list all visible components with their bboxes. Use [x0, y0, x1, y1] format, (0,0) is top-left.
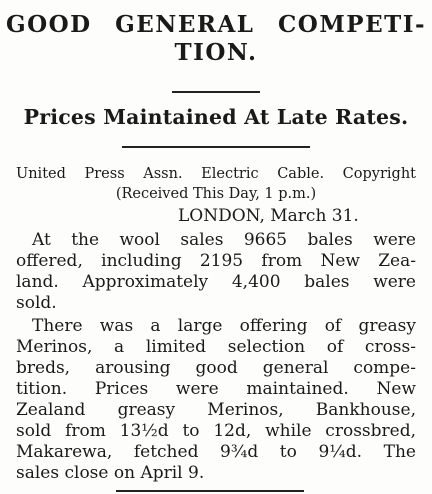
- body-line: breds, arousing good general compe-: [16, 358, 416, 378]
- subheadline: Prices Maintained At Late Rates.: [23, 105, 409, 129]
- dateline: LONDON, March 31.: [178, 206, 359, 226]
- body-line: Merinos, a limited selection of cross-: [16, 337, 416, 357]
- divider-short: [172, 91, 260, 93]
- body-line: At the wool sales 9665 bales were: [32, 230, 416, 250]
- divider-long: [122, 146, 310, 148]
- body-line: sales close on April 9.: [16, 463, 205, 483]
- body-line: land. Approximately 4,400 bales were: [16, 272, 416, 292]
- body-line: sold.: [16, 293, 57, 313]
- body-line: Makarewa, fetched 9¾d to 9¼d. The: [16, 442, 416, 462]
- credit-line-2: (Received This Day, 1 p.m.): [115, 186, 317, 202]
- body-line: sold from 13½d to 12d, while crossbred,: [16, 421, 416, 441]
- body-line: offered, including 2195 from New Zea-: [16, 251, 416, 271]
- body-line: There was a large offering of greasy: [32, 316, 416, 336]
- divider-bottom: [116, 490, 304, 492]
- body-line: Zealand greasy Merinos, Bankhouse,: [16, 400, 416, 420]
- headline-line-2: TION.: [174, 39, 258, 66]
- credit-line-1: United Press Assn. Electric Cable. Copyright: [16, 166, 416, 182]
- headline-line-1: GOOD GENERAL COMPETI-: [5, 11, 427, 38]
- body-line: tition. Prices were maintained. New: [16, 379, 416, 399]
